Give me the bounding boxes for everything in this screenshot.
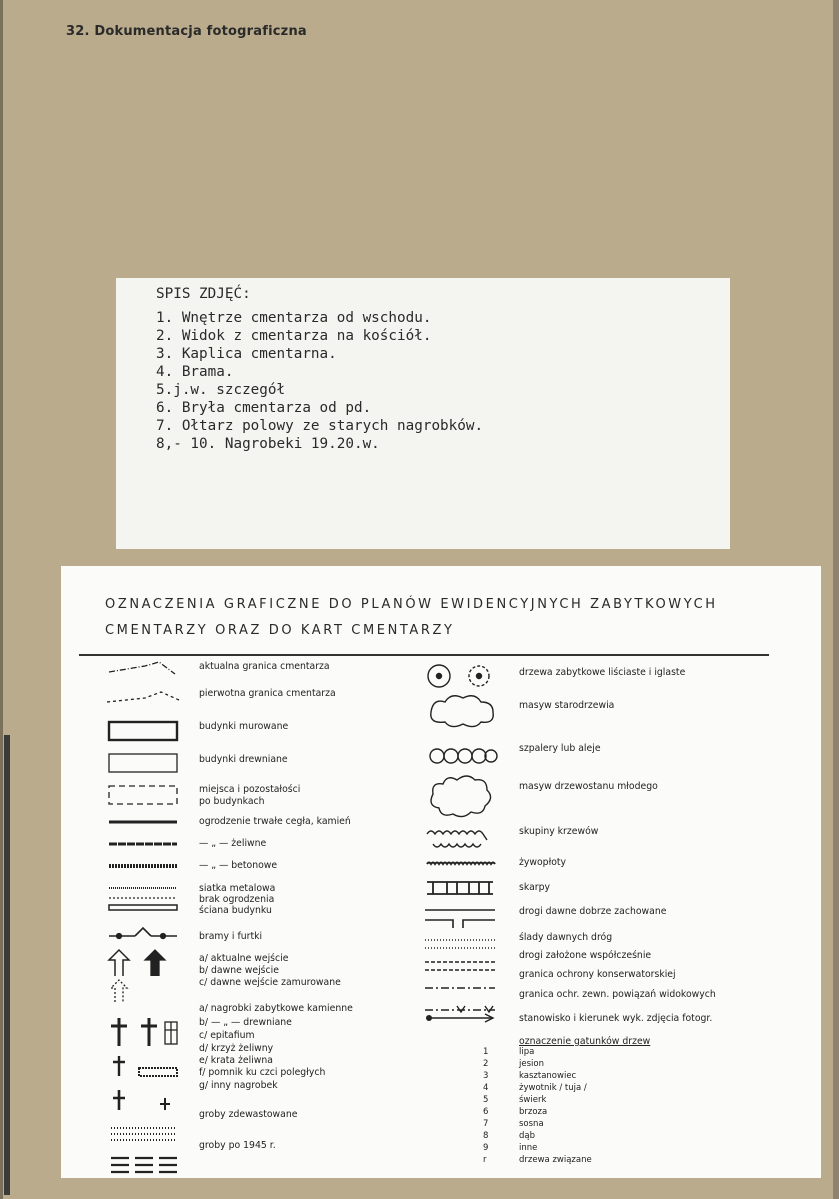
binder-edge [0,0,3,1199]
legend-label: drogi dawne dobrze zachowane [519,906,667,917]
legend-label: d/ krzyż żeliwny [199,1043,274,1054]
legend-label: aktualna granica cmentarza [199,661,330,672]
legend-label: b/ — „ — drewniane [199,1017,292,1028]
species-name: jesion [519,1059,544,1069]
legend-sheet [61,566,821,1178]
species-name: świerk [519,1095,547,1105]
legend-divider [79,654,769,656]
photo-list-item: 1. Wnętrze cmentarza od wschodu. [156,310,432,326]
legend-label: siatka metalowa [199,883,276,894]
legend-label: a/ aktualne wejście [199,953,289,964]
species-name: kasztanowiec [519,1071,577,1081]
legend-label: budynki murowane [199,721,289,732]
legend-label: budynki drewniane [199,754,288,765]
species-name: inne [519,1143,538,1153]
legend-label: skarpy [519,882,550,893]
photo-list-item: 4. Brama. [156,364,234,380]
species-name: żywotnik / tuja / [519,1083,587,1093]
species-number: 8 [483,1131,489,1141]
photo-list-item: 3. Kaplica cmentarna. [156,346,337,362]
scan-shadow [4,735,10,1195]
legend-title-line1: OZNACZENIA GRAFICZNE DO PLANÓW EWIDENCYJNYCH ZABYTKOWYCH [105,597,718,612]
legend-label: c/ dawne wejście zamurowane [199,977,341,988]
legend-label: — „ — żeliwne [199,838,267,849]
photo-list-item: 8,- 10. Nagrobeki 19.20.w. [156,436,380,452]
species-number: r [483,1155,487,1165]
species-number: 3 [483,1071,489,1081]
species-number: 5 [483,1095,489,1105]
species-number: 4 [483,1083,489,1093]
photo-list-title: SPIS ZDJĘĆ: [156,286,251,302]
legend-label: ogrodzenie trwałe cegła, kamień [199,816,351,827]
legend-label: — „ — betonowe [199,860,278,871]
page-header: 32. Dokumentacja fotograficzna [66,24,307,39]
photo-list-item: 5.j.w. szczegół [156,382,286,398]
legend-label: po budynkach [199,796,265,807]
legend-label: żywopłoty [519,857,567,868]
right-symbol-column [423,658,503,1038]
legend-label: masyw starodrzewia [519,700,615,711]
camera-direction-icon [423,1006,503,1030]
species-name: sosna [519,1119,544,1129]
legend-label: f/ pomnik ku czci poległych [199,1067,326,1078]
photo-list-sheet [116,278,730,549]
species-number: 7 [483,1119,489,1129]
legend-label: brak ogrodzenia [199,894,275,905]
legend-label: szpalery lub aleje [519,743,601,754]
legend-label: ściana budynku [199,905,272,916]
photo-list-item: 7. Ołtarz polowy ze starych nagrobków. [156,418,484,434]
legend-label: groby po 1945 r. [199,1140,276,1151]
species-number: 9 [483,1143,489,1153]
legend-label: stanowisko i kierunek wyk. zdjęcia fotogr. [519,1013,713,1024]
species-heading: oznaczenie gatunków drzew [519,1036,651,1047]
legend-label: drogi założone współcześnie [519,950,652,961]
legend-label: skupiny krzewów [519,826,599,837]
species-number: 2 [483,1059,489,1069]
species-name: dąb [519,1131,535,1141]
species-number: 1 [483,1047,489,1057]
legend-label: granica ochr. zewn. powiązań widokowych [519,989,716,1000]
legend-label: g/ inny nagrobek [199,1080,278,1091]
legend-label: ślady dawnych dróg [519,932,613,943]
legend-label: bramy i furtki [199,931,263,942]
species-number: 6 [483,1107,489,1117]
species-name: lipa [519,1047,535,1057]
left-symbol-column [105,658,187,1178]
photo-list-item: 6. Bryła cmentarza od pd. [156,400,372,416]
legend-title-line2: CMENTARZY ORAZ DO KART CMENTARZY [105,623,455,638]
legend-label: drzewa zabytkowe liściaste i iglaste [519,667,686,678]
photo-list [156,285,483,453]
legend-label: pierwotna granica cmentarza [199,688,336,699]
species-name: drzewa związane [519,1155,592,1165]
binder-edge-right [833,0,839,1199]
legend-label: c/ epitafium [199,1030,255,1041]
legend-label: masyw drzewostanu młodego [519,781,658,792]
photo-list-item: 2. Widok z cmentarza na kościół. [156,328,432,344]
legend-label: groby zdewastowane [199,1109,298,1120]
legend-label: miejsca i pozostałości [199,784,301,795]
legend-label: e/ krata żeliwna [199,1055,273,1066]
legend-label: granica ochrony konserwatorskiej [519,969,676,980]
legend-label: a/ nagrobki zabytkowe kamienne [199,1003,353,1014]
legend-label: b/ dawne wejście [199,965,279,976]
species-name: brzoza [519,1107,548,1117]
